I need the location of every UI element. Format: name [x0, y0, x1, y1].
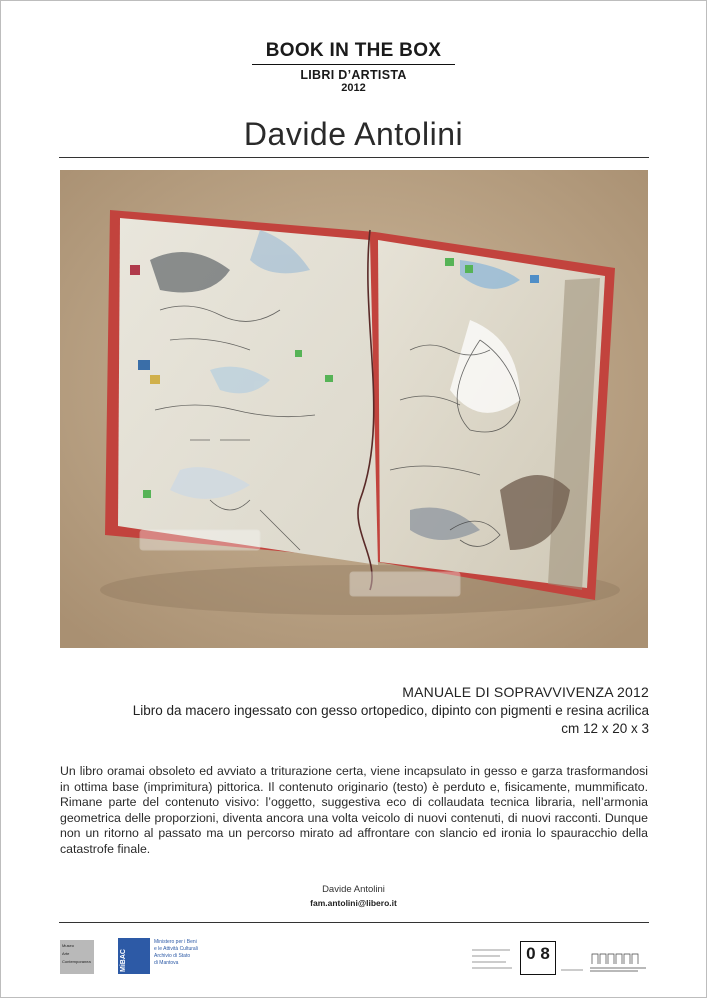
artwork-title: MANUALE DI SOPRAVVIVENZA 2012	[402, 684, 649, 700]
partner-logo-text	[470, 944, 514, 974]
series-year: 2012	[341, 82, 366, 94]
mibac-text-line: Archivio di Stato	[154, 953, 191, 959]
mibac-logo	[118, 938, 208, 974]
mibac-text-line: Ministero per i Beni	[154, 939, 197, 945]
artwork-description: Libro da macero ingessato con gesso ortopedico, dipinto con pigmenti e resina acrilica	[132, 703, 649, 718]
artwork-statement: Un libro oramai obsoleto ed avviato a triturazione certa, viene incapsulato in gesso e garza trasformandosi in ottima base (imprimitura) pittorica. Il contenuto originario (testo) è perduto e, fisicamente, mummificato. Rimane parte del contenuto visivo: l’oggetto, suggestiva eco di collaudata tecnica libraria, nell’armonia geometrica delle proporzioni, diventa ancora una volta veicolo di nuovi contenuti, di nuovi racconti. Dunque non un ritorno al passato ma un percorso mirato ad affrontare con slancio ed ironia lo spauracchio della catastrofe finale.	[60, 764, 648, 856]
eight-logo-mark: 0 8	[526, 944, 550, 963]
top-divider	[59, 157, 649, 158]
mibac-text	[154, 939, 198, 967]
artwork-caption	[133, 684, 649, 736]
museo-logo-line: Museo	[62, 943, 75, 948]
contact-name: Davide Antolini	[322, 884, 385, 895]
mibac-emblem	[118, 938, 150, 974]
museo-logo-line: Arte	[62, 951, 70, 956]
header	[0, 40, 707, 94]
contact-block	[0, 884, 707, 908]
contact-email: fam.antolini@libero.it	[310, 898, 397, 908]
bottom-divider	[59, 922, 649, 923]
small-text-graphic	[560, 965, 584, 975]
open-book-illustration	[60, 170, 648, 648]
museo-logo-line: Contemporanea	[62, 959, 91, 964]
mibac-mark: MiBAC	[120, 949, 127, 972]
artwork-photo	[60, 170, 648, 648]
partner-text-graphic	[470, 944, 514, 974]
series-title: BOOK IN THE BOX	[252, 40, 456, 65]
small-logo-text	[560, 962, 584, 972]
amici-logo	[588, 944, 648, 974]
mibac-text-line: e le Attività Culturali	[154, 946, 198, 952]
artwork-size: cm 12 x 20 x 3	[561, 721, 649, 736]
series-subtitle: LIBRI D’ARTISTA	[300, 68, 407, 82]
museo-logo	[60, 940, 94, 974]
mibac-text-line: di Mantova	[154, 960, 179, 966]
eight-logo	[520, 941, 556, 975]
amici-logo-graphic	[588, 944, 648, 974]
artist-name: Davide Antolini	[243, 116, 464, 152]
